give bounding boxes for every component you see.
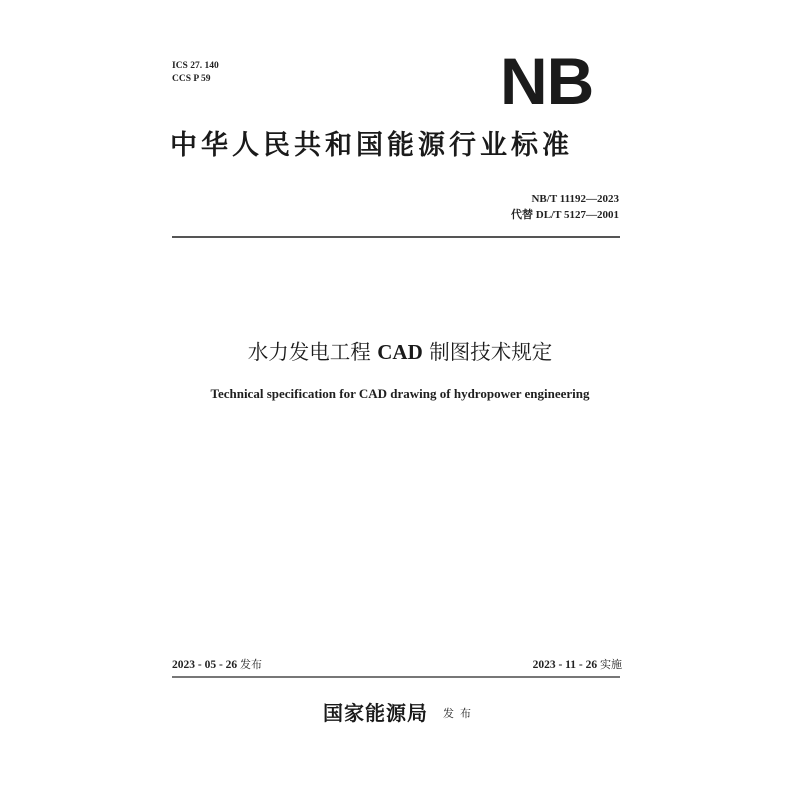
title-cn-part2: 制图技术规定 <box>429 340 553 364</box>
publisher-block <box>0 699 800 727</box>
bottom-divider <box>172 676 620 678</box>
standard-number: NB/T 11192—2023 <box>531 193 619 205</box>
nb-logo: NB <box>500 44 594 118</box>
ccs-code: CCS P 59 <box>172 74 211 84</box>
title-cn-part1: 水力发电工程 <box>247 340 371 364</box>
release-date-block <box>172 657 262 673</box>
publisher-action: 发布 <box>443 707 478 720</box>
publisher-name: 国家能源局 <box>322 701 428 725</box>
replaces-standard: 代替 DL/T 5127—2001 <box>511 209 619 221</box>
classification-codes <box>172 60 219 86</box>
implement-label: 实施 <box>600 658 622 671</box>
implement-date: 2023 - 11 - 26 <box>532 659 598 671</box>
release-label: 发布 <box>240 658 263 671</box>
release-date: 2023 - 05 - 26 <box>172 659 238 671</box>
standard-number-block <box>511 191 619 223</box>
implement-date-block <box>533 657 622 673</box>
standard-category-title: 中华人民共和国能源行业标准 <box>170 130 573 161</box>
title-cn-cad: CAD <box>377 340 423 364</box>
document-title-chinese <box>0 338 800 366</box>
document-title-english: Technical specification for CAD drawing of hydropower engineering <box>210 386 590 401</box>
top-divider <box>172 236 620 238</box>
ics-code: ICS 27. 140 <box>172 61 219 71</box>
